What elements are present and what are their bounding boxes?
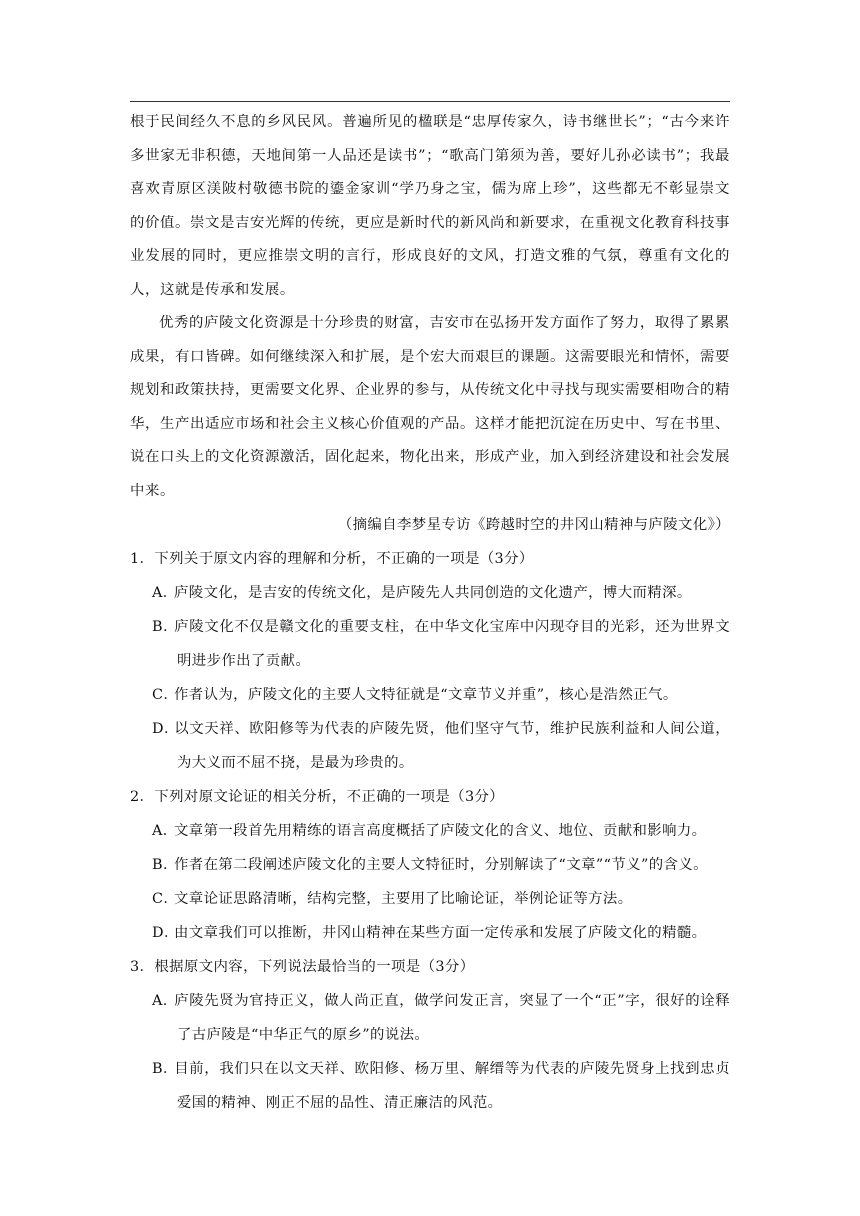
- question-2: [130, 780, 730, 950]
- option-label: B．: [152, 1061, 178, 1077]
- option-b: [130, 848, 730, 882]
- option-b: [130, 610, 730, 678]
- option-label: C．: [152, 891, 179, 907]
- option-text: 作者认为，庐陵文化的主要人文特征就是“文章节义并重”，核心是浩然正气。: [174, 687, 678, 703]
- question-stem: 2．下列对原文论证的相关分析，不正确的一项是（3分）: [130, 789, 505, 805]
- option-label: A．: [152, 823, 178, 839]
- article-paragraph: 根于民间经久不息的乡风民风。普遍所见的楹联是“忠厚传家久，诗书继世长”；“古今来许多世家无非积德，天地间第一人品还是读书”；“歌高门第须为善，要好儿孙必读书”；我最喜欢青原区渼陂村敬德书院的鎏金家训“学乃身之宝，儒为席上珍”，这些都无不彰显崇文的价值。崇文是吉安光辉的传统，更应是新时代的新风尚和新要求，在重视文化教育科技事业发展的同时，更应推崇文明的言行，形成良好的文风，打造文雅的气氛，尊重有文化的人，这就是传承和发展。: [130, 114, 730, 298]
- option-text: 庐陵文化不仅是赣文化的重要支柱，在中华文化宝库中闪现夺目的光彩，还为世界文明进步作出了贡献。: [174, 619, 730, 669]
- option-label: B.: [152, 857, 168, 873]
- question-stem: 3．根据原文内容，下列说法最恰当的一项是（3分）: [130, 959, 475, 975]
- option-label: B.: [152, 619, 168, 635]
- option-text: 庐陵先贤为官持正义，做人尚正直，做学问发正言，突显了一个“正”字，很好的诠释了古庐陵是“中华正气的原乡”的说法。: [174, 993, 730, 1043]
- option-a: [130, 814, 730, 848]
- option-d: [130, 916, 730, 950]
- option-text: 目前，我们只在以文天祥、欧阳修、杨万里、解缙等为代表的庐陵先贤身上找到忠贞爱国的精神、刚正不屈的品性、清正廉洁的风范。: [174, 1061, 730, 1111]
- option-a: [130, 984, 730, 1052]
- option-b: [130, 1052, 730, 1120]
- option-c: [130, 882, 730, 916]
- question-stem: 1．下列关于原文内容的理解和分析，不正确的一项是（3分）: [130, 551, 534, 567]
- option-label: A．: [152, 585, 178, 601]
- question-1: [130, 542, 730, 780]
- option-text: 文章论证思路清晰，结构完整，主要用了比喻论证，举例论证等方法。: [174, 891, 633, 907]
- document-body: [130, 106, 730, 1120]
- option-a: [130, 576, 730, 610]
- article-paragraph: 优秀的庐陵文化资源是十分珍贵的财富，吉安市在弘扬开发方面作了努力，取得了累累成果，有口皆碑。如何继续深入和扩展，是个宏大而艰巨的课题。这需要眼光和情怀，需要规划和政策扶持，更需要文化界、企业界的参与，从传统文化中寻找与现实需要相吻合的精华，生产出适应市场和社会主义核心价值观的产品。这样才能把沉淀在历史中、写在书里、说在口头上的文化资源激活，固化起来，物化出来，形成产业，加入到经济建设和社会发展中来。: [130, 315, 730, 499]
- option-label: A.: [152, 993, 168, 1009]
- option-text: 以文天祥、欧阳修等为代表的庐陵先贤，他们坚守气节，维护民族利益和人间公道，为大义而不屈不挠，是最为珍贵的。: [174, 721, 730, 771]
- question-3: [130, 950, 730, 1120]
- option-d: [130, 712, 730, 780]
- option-text: 由文章我们可以推断，井冈山精神在某些方面一定传承和发展了庐陵文化的精髓。: [174, 925, 707, 941]
- option-label: D．: [152, 721, 179, 737]
- option-text: 作者在第二段阐述庐陵文化的主要人文特征时，分别解读了“文章”“节义”的含义。: [174, 857, 708, 873]
- option-label: C．: [152, 687, 179, 703]
- option-label: D．: [152, 925, 179, 941]
- option-text: 文章第一段首先用精练的语言高度概括了庐陵文化的含义、地位、贡献和影响力。: [174, 823, 707, 839]
- option-c: [130, 678, 730, 712]
- header-rule: [130, 101, 730, 102]
- article-source: （摘编自李梦星专访《跨越时空的井冈山精神与庐陵文化》）: [337, 517, 730, 533]
- option-text: 庐陵文化，是吉安的传统文化，是庐陵先人共同创造的文化遗产，博大而精深。: [174, 585, 692, 601]
